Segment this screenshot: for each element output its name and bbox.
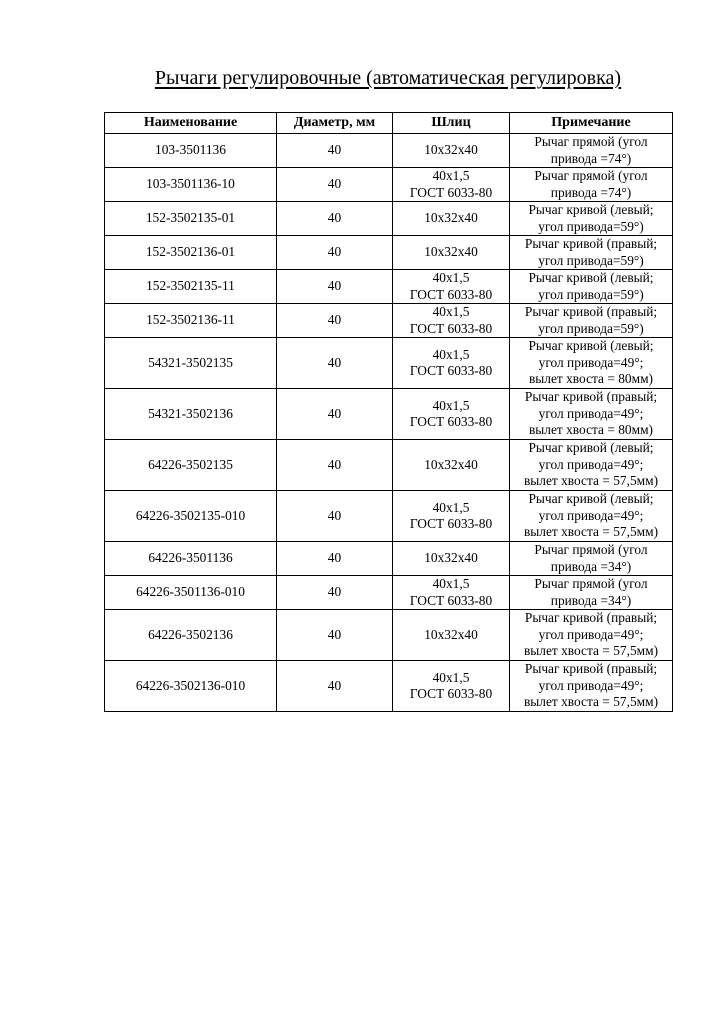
note-cell: Рычаг прямой (угол привода =74°)	[510, 134, 673, 168]
name-cell: 64226-3502136	[105, 610, 277, 661]
header-diameter: Диаметр, мм	[277, 113, 393, 134]
diameter-cell: 40	[277, 389, 393, 440]
spline-cell: 10х32х40	[393, 440, 510, 491]
name-cell: 54321-3502135	[105, 338, 277, 389]
table-row	[105, 134, 673, 168]
spline-cell: 40х1,5 ГОСТ 6033-80	[393, 576, 510, 610]
note-cell: Рычаг кривой (правый; угол привода=49°; вылет хвоста = 80мм)	[510, 389, 673, 440]
name-cell: 152-3502135-11	[105, 270, 277, 304]
note-cell: Рычаг кривой (правый; угол привода=49°; вылет хвоста = 57,5мм)	[510, 610, 673, 661]
spline-cell: 10х32х40	[393, 202, 510, 236]
table-header-row	[105, 113, 673, 134]
diameter-cell: 40	[277, 576, 393, 610]
note-cell: Рычаг прямой (угол привода =74°)	[510, 168, 673, 202]
spline-cell: 40х1,5 ГОСТ 6033-80	[393, 491, 510, 542]
note-cell: Рычаг прямой (угол привода =34°)	[510, 576, 673, 610]
table-row	[105, 236, 673, 270]
note-cell: Рычаг кривой (левый; угол привода=49°; вылет хвоста = 80мм)	[510, 338, 673, 389]
note-cell: Рычаг кривой (левый; угол привода=59°)	[510, 202, 673, 236]
name-cell: 64226-3502135	[105, 440, 277, 491]
header-note: Примечание	[510, 113, 673, 134]
diameter-cell: 40	[277, 236, 393, 270]
table-row	[105, 168, 673, 202]
name-cell: 152-3502136-11	[105, 304, 277, 338]
name-cell: 152-3502135-01	[105, 202, 277, 236]
note-cell: Рычаг кривой (правый; угол привода=59°)	[510, 236, 673, 270]
diameter-cell: 40	[277, 202, 393, 236]
diameter-cell: 40	[277, 168, 393, 202]
spline-cell: 40х1,5 ГОСТ 6033-80	[393, 304, 510, 338]
table-row	[105, 304, 673, 338]
table-row	[105, 202, 673, 236]
spline-cell: 40х1,5 ГОСТ 6033-80	[393, 168, 510, 202]
note-cell: Рычаг кривой (левый; угол привода=49°; вылет хвоста = 57,5мм)	[510, 491, 673, 542]
diameter-cell: 40	[277, 491, 393, 542]
table-row	[105, 610, 673, 661]
spline-cell: 40х1,5 ГОСТ 6033-80	[393, 389, 510, 440]
note-cell: Рычаг кривой (правый; угол привода=49°; вылет хвоста = 57,5мм)	[510, 661, 673, 712]
diameter-cell: 40	[277, 661, 393, 712]
spline-cell: 40х1,5 ГОСТ 6033-80	[393, 338, 510, 389]
table-row	[105, 270, 673, 304]
name-cell: 103-3501136-10	[105, 168, 277, 202]
name-cell: 64226-3502135-010	[105, 491, 277, 542]
name-cell: 64226-3501136-010	[105, 576, 277, 610]
document-title: Рычаги регулировочные (автоматическая регулировка)	[154, 67, 622, 89]
table-row	[105, 389, 673, 440]
parts-table	[104, 112, 673, 712]
note-cell: Рычаг кривой (левый; угол привода=59°)	[510, 270, 673, 304]
table-row	[105, 576, 673, 610]
spline-cell: 40х1,5 ГОСТ 6033-80	[393, 661, 510, 712]
spline-cell: 10х32х40	[393, 236, 510, 270]
note-cell: Рычаг кривой (левый; угол привода=49°; вылет хвоста = 57,5мм)	[510, 440, 673, 491]
header-name: Наименование	[105, 113, 277, 134]
name-cell: 54321-3502136	[105, 389, 277, 440]
header-spline: Шлиц	[393, 113, 510, 134]
name-cell: 103-3501136	[105, 134, 277, 168]
table-row	[105, 440, 673, 491]
table-body	[105, 134, 673, 712]
name-cell: 64226-3502136-010	[105, 661, 277, 712]
note-cell: Рычаг кривой (правый; угол привода=59°)	[510, 304, 673, 338]
spline-cell: 10х32х40	[393, 542, 510, 576]
table-row	[105, 491, 673, 542]
note-cell: Рычаг прямой (угол привода =34°)	[510, 542, 673, 576]
table-row	[105, 542, 673, 576]
spline-cell: 10х32х40	[393, 134, 510, 168]
name-cell: 64226-3501136	[105, 542, 277, 576]
diameter-cell: 40	[277, 304, 393, 338]
diameter-cell: 40	[277, 440, 393, 491]
spline-cell: 40х1,5 ГОСТ 6033-80	[393, 270, 510, 304]
table-row	[105, 338, 673, 389]
name-cell: 152-3502136-01	[105, 236, 277, 270]
table-row	[105, 661, 673, 712]
diameter-cell: 40	[277, 338, 393, 389]
diameter-cell: 40	[277, 610, 393, 661]
spline-cell: 10х32х40	[393, 610, 510, 661]
diameter-cell: 40	[277, 134, 393, 168]
diameter-cell: 40	[277, 270, 393, 304]
diameter-cell: 40	[277, 542, 393, 576]
